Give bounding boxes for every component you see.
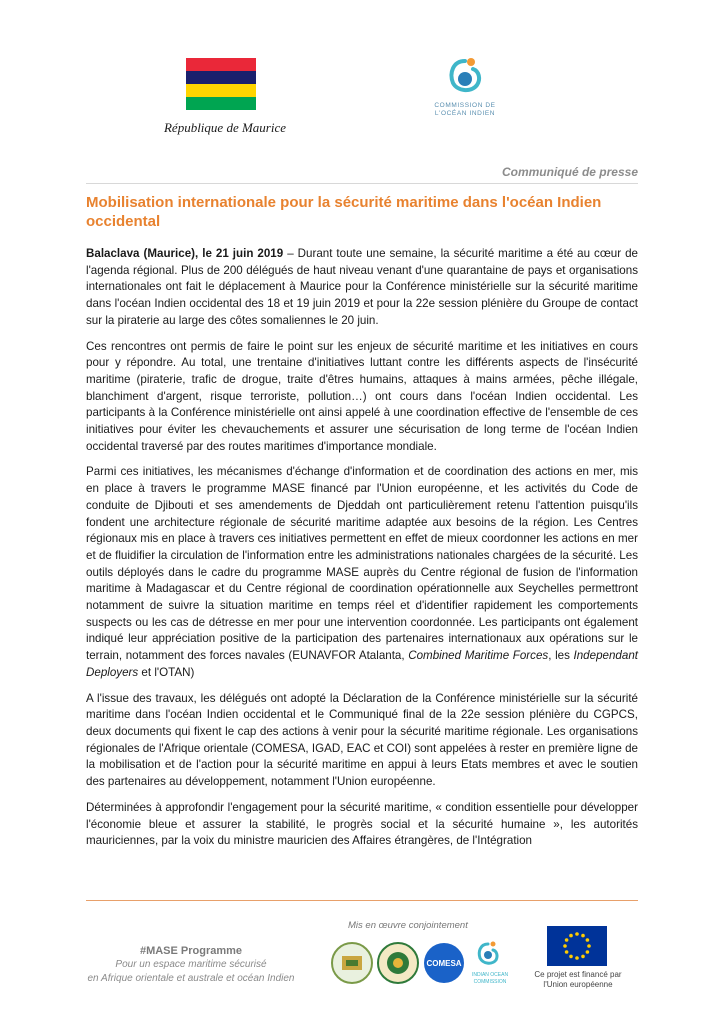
partner-logos [330, 938, 530, 988]
dateline: Balaclava (Maurice), le 21 juin 2019 [86, 247, 284, 260]
eu-flag [547, 926, 607, 966]
paragraph-5: Déterminées à approfondir l'engagement pour la sécurité maritime, « condition essentielle pour développer l'économie bleue et assurer la stabilité, le progrès social et la sécurité humaine », les autorités mauriciennes, par la voix du ministre mauricien des Affaires étrangères, de l'Intégration [86, 800, 638, 848]
paragraph-1: Balaclava (Maurice), le 21 juin 2019 – Durant toute une semaine, la sécurité maritime a été au cœur de l'agenda régional. Plus de 200 délégués de haut niveau venant d'une quarantaine de pays et organisations internationales ont fait le déplacement à Maurice pour la Conférence ministérielle sur la sécurité maritime dans l'océan Indien occidental des 18 et 19 juin 2019 et pour la 22e session plénière du Groupe de contact sur la piraterie au large des côtes somaliennes le 20 juin. [86, 247, 638, 327]
program-tagline-1: Pour un espace maritime sécurisé [115, 959, 267, 970]
paragraph-2: Ces rencontres ont permis de faire le point sur les enjeux de sécurité maritime et les initiatives en cours pour y répondre. Au total, une trentaine d'initiatives luttant contre les différents aspects de l'insécurité maritime (piraterie, trafic de drogue, traite d'êtres humains, attaques à mains armées, pêche illégale, blanchiment d'argent, risque terroriste, pollution…) ont cours dans l'océan Indien occidental. Les participants à la Conférence ministérielle ont ainsi appelé à une coordination effective de l'ensemble de ces initiatives pour éviter les chevauchements et assurer une sécurisation de long terme de l'océan Indien occidental traversé par des routes maritimes d'importance mondiale. [86, 339, 638, 453]
mase-program [86, 944, 296, 986]
eu-stars-icon [547, 926, 607, 966]
document-title: Mobilisation internationale pour la sécurité maritime dans l'océan Indien occidental [86, 194, 602, 230]
country-name: République de Maurice [163, 120, 286, 135]
ioc-logo [472, 942, 509, 986]
mauritius-flag [186, 58, 256, 110]
svg-text:COMESA: COMESA [426, 959, 462, 968]
document-body [86, 246, 638, 859]
comesa-logo [424, 943, 464, 983]
coi-logo-text: COMMISSION DE L'OCÉAN INDIEN [434, 102, 496, 117]
eac-logo [378, 943, 418, 983]
joint-implementation-label: Mis en œuvre conjointement [348, 920, 468, 931]
program-name: #MASE Programme [139, 945, 243, 957]
paragraph-3: Parmi ces initiatives, les mécanismes d'échange d'information et de coordination des actions en mer, mis en place à travers le programme MASE financé par l'Union européenne, et les activités du Code de conduite de Djibouti et ses amendements de Djeddah ont particulièrement retenu l'attention puisqu'ils fondent une architecture régionale de sécurité maritime adaptée aux besoins de la région. Les Centres régionaux mis en place à travers ces initiatives permettent en effet de mieux coordonner les actions en mer et de fluidifier la circulation de l'information entre les administrations nationales chargées de la sécurité. Les outils déployés dans le cadre du programme MASE auprès du Centre régional de fusion de l'information maritime à Madagascar et du Centre régional de coordination opérationnelle aux Seychelles permettront notamment de suivre la situation maritime en temps réel et d'identifier rapidement les comportements suspects ou les cas de détresse en mer pour une intervention coordonnée. Les participants ont également indiqué leur appréciation positive de la participation des partenaires internationaux aux opérations sur le terrain, notamment des forces navales (EUNAVFOR Atalanta, Combined Maritime Forces, les Independant Deployers et l'OTAN) [86, 465, 638, 679]
program-tagline-2: en Afrique orientale et australe et océan Indien [87, 973, 295, 984]
header-divider [86, 183, 638, 184]
igad-logo [332, 943, 372, 983]
document-type: Communiqué de presse [501, 165, 638, 179]
coi-logo [430, 55, 500, 118]
svg-text:INDIAN OCEAN: INDIAN OCEAN [471, 972, 509, 978]
footer-divider [86, 900, 638, 901]
eu-funding-caption: Ce projet est financé par l'Union européenne [534, 970, 622, 989]
svg-text:COMMISSION: COMMISSION [473, 979, 507, 985]
coi-logo-icon [445, 55, 485, 99]
paragraph-4: A l'issue des travaux, les délégués ont adopté la Déclaration de la Conférence ministérielle sur la sécurité maritime dans l'océan Indien occidental et le Communiqué final de la 22e session plénière du CGPCS, deux documents qui fixent le cap des actions à venir pour la sécurité maritime régionale. Les organisations régionales de l'Afrique orientale (COMESA, IGAD, EAC et COI) sont appelées à rester en première ligne de la mobilisation et de l'action pour la sécurité maritime en appui à leurs Etats membres et avec le soutien des partenaires au développement, notamment l'Union européenne. [86, 691, 638, 789]
